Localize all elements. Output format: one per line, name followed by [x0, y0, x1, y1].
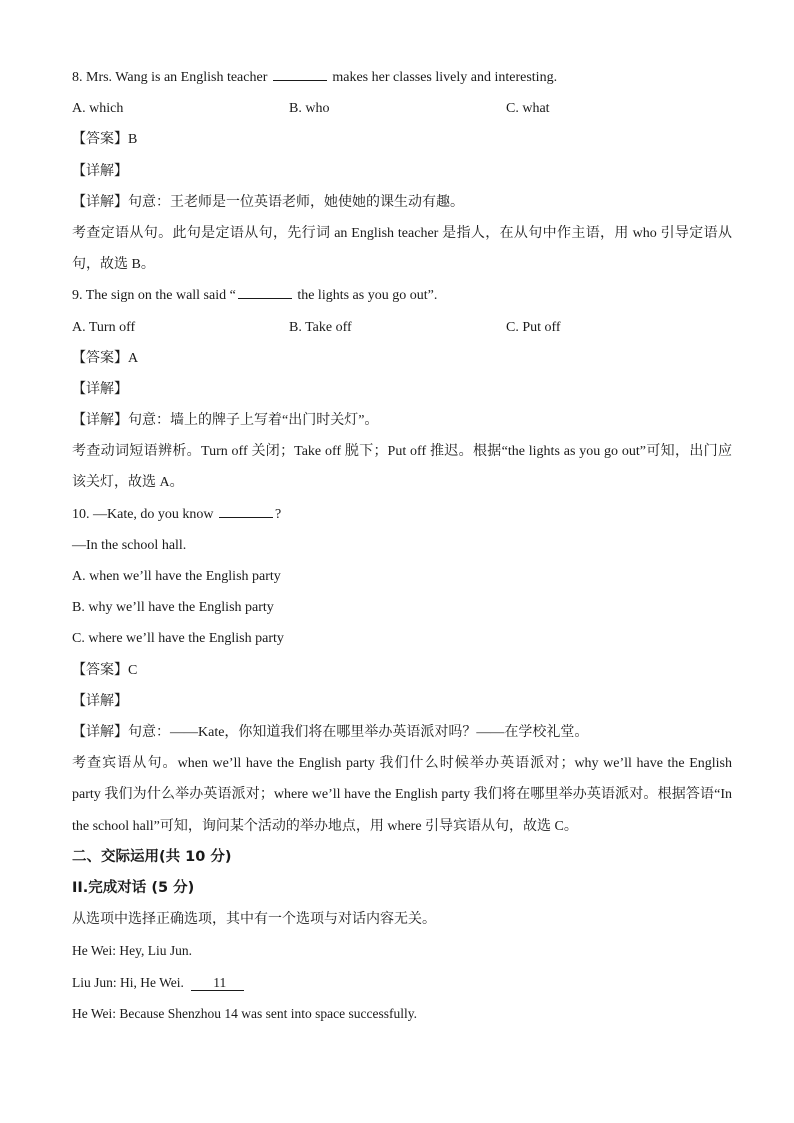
question-9-stem-start: 9. The sign on the wall said “ — [72, 288, 236, 304]
option-b: B. why we’ll have the English party — [72, 600, 274, 616]
question-9-detail-heading: 【详解】 — [72, 381, 128, 397]
question-8-detail-heading: 【详解】 — [72, 163, 128, 179]
dialog-line-1: He Wei: Hey, Liu Jun. — [72, 943, 193, 959]
exam-page — [72, 62, 732, 1029]
question-10 — [72, 499, 732, 530]
subsection-title: II.完成对话 (5 分) — [72, 879, 195, 896]
section-instruction: 从选项中选择正确选项，其中有一个选项与对话内容无关。 — [72, 912, 436, 928]
question-10-answer: 【答案】C — [72, 662, 138, 678]
dialog-line-2 — [72, 967, 732, 998]
question-8-meaning: 【详解】句意：王老师是一位英语老师，她使她的课生动有趣。 — [72, 194, 464, 210]
question-9-answer: 【答案】A — [72, 350, 139, 366]
question-9-meaning: 【详解】句意：墙上的牌子上写着“出门时关灯”。 — [72, 413, 379, 429]
question-9-stem-end: the lights as you go out”. — [293, 288, 438, 304]
question-8-explanation: 考查定语从句。此句是定语从句，先行词 an English teacher 是指人，在从句中作主语，用 who 引导定语从句，故选 B。 — [72, 225, 732, 273]
question-10-meaning: 【详解】句意：——Kate，你知道我们将在哪里举办英语派对吗？——在学校礼堂。 — [72, 725, 589, 740]
option-b: B. Take off — [289, 319, 352, 335]
numbered-blank-11: 11 — [191, 976, 244, 991]
question-8-stem-start: 8. Mrs. Wang is an English teacher — [72, 70, 271, 85]
option-c: C. what — [506, 101, 550, 117]
question-10-detail-heading: 【详解】 — [72, 693, 128, 709]
question-9-options — [72, 312, 732, 343]
section-title: 二、交际运用(共 10 分) — [72, 848, 232, 865]
question-10-explanation: 考查宾语从句。when we’ll have the English party 我们什么时候举办英语派对；why we’ll have the English party 我们为什么举办英语派对；where we’ll have the English party 我们将在哪里举办英语派对。根据答语“In the school hall”可知，询问某个活动的举办地点，用 where 引导宾语从句，故选 C。 — [72, 756, 732, 834]
question-8-stem-end: makes her classes lively and interesting. — [328, 70, 558, 85]
question-8-answer: 【答案】B — [72, 132, 138, 148]
question-10-stem-end: ? — [275, 506, 282, 522]
option-b: B. who — [289, 101, 330, 117]
question-9 — [72, 280, 732, 311]
question-8 — [72, 62, 732, 93]
dialog-line-3: He Wei: Because Shenzhou 14 was sent into space successfully. — [72, 1005, 417, 1021]
option-a: A. when we’ll have the English party — [72, 569, 281, 585]
answer-blank — [219, 504, 273, 518]
question-9-explanation: 考查动词短语辨析。Turn off 关闭；Take off 脱下；Put off 推迟。根据“the lights as you go out”可知，出门应该关灯，故选 A。 — [72, 444, 732, 491]
answer-blank — [238, 285, 292, 299]
dialog-line-2-text: Liu Jun: Hi, He Wei. — [72, 974, 188, 990]
option-c: C. where we’ll have the English party — [72, 631, 284, 647]
question-8-options — [72, 93, 732, 124]
answer-blank — [273, 67, 327, 81]
option-a: A. Turn off — [72, 319, 136, 335]
question-10-reply: —In the school hall. — [72, 537, 187, 553]
question-10-stem-start: 10. —Kate, do you know — [72, 506, 218, 522]
option-a: A. which — [72, 101, 124, 117]
option-c: C. Put off — [506, 319, 561, 335]
